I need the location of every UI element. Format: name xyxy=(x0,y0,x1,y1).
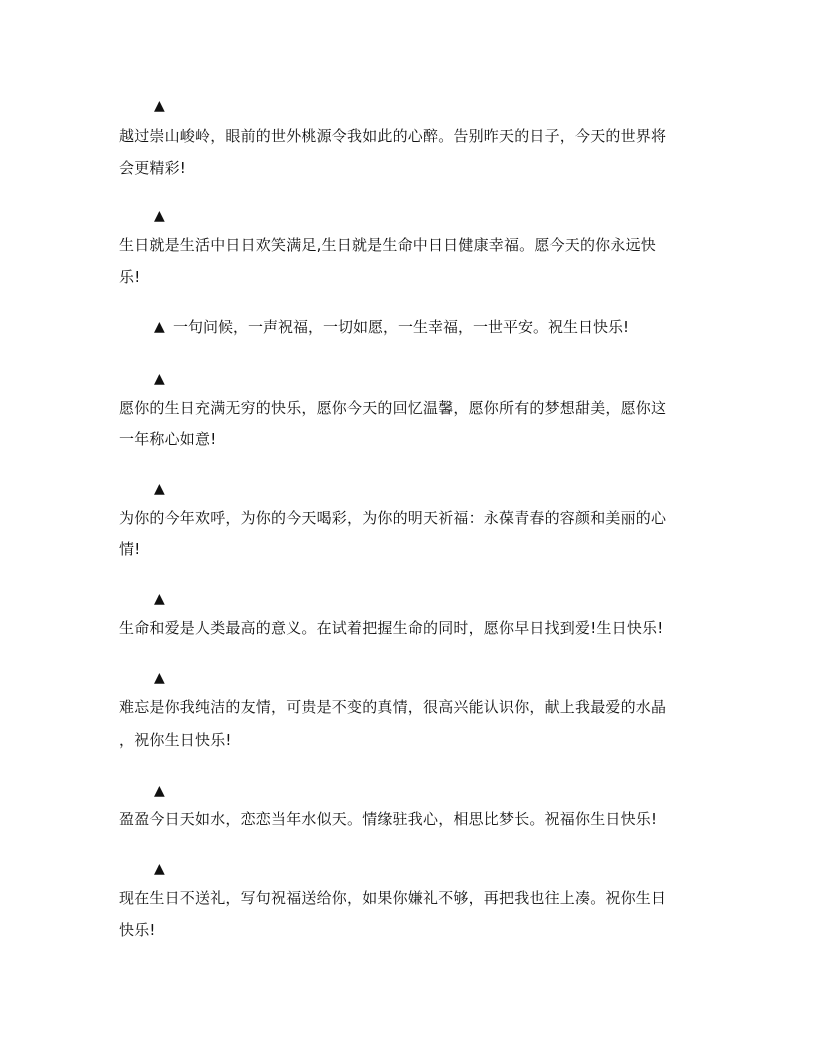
bullet-marker: ▲ xyxy=(154,861,165,877)
bullet-marker: ▲ xyxy=(154,98,165,114)
bullet-marker: ▲ xyxy=(154,670,165,686)
paragraph-line: 难忘是你我纯洁的友情，可贵是不变的真情，很高兴能认识你，献上我最爱的水晶 xyxy=(119,698,667,716)
bullet-marker: ▲ xyxy=(154,481,165,497)
paragraph-line: 为你的今年欢呼，为你的今天喝彩，为你的明天祈福：永葆青春的容颜和美丽的心 xyxy=(119,509,667,527)
paragraph-line: 生命和爱是人类最高的意义。在试着把握生命的同时，愿你早日找到爱!生日快乐! xyxy=(119,619,664,637)
bullet-marker: ▲ xyxy=(154,783,165,799)
paragraph-line: 一句问候，一声祝福，一切如愿，一生幸福，一世平安。祝生日快乐! xyxy=(173,318,630,336)
paragraph-line: 现在生日不送礼，写句祝福送给你，如果你嫌礼不够，再把我也往上凑。祝你生日 xyxy=(119,889,667,907)
bullet-marker: ▲ xyxy=(154,591,165,607)
bullet-marker: ▲ xyxy=(154,319,165,335)
paragraph-line: 一年称心如意! xyxy=(119,430,217,448)
paragraph-line: 会更精彩! xyxy=(119,159,187,177)
paragraph-line: 越过崇山峻岭，眼前的世外桃源令我如此的心醉。告别昨天的日子，今天的世界将 xyxy=(119,127,667,145)
paragraph-line: 生日就是生活中日日欢笑满足,生日就是生命中日日健康幸福。愿今天的你永远快 xyxy=(119,236,656,254)
paragraph-line: 快乐! xyxy=(119,921,156,939)
bullet-marker: ▲ xyxy=(154,371,165,387)
paragraph-line: 盈盈今日天如水，恋恋当年水似天。情缘驻我心，相思比梦长。祝福你生日快乐! xyxy=(119,810,658,828)
paragraph-line: 乐! xyxy=(119,268,141,286)
bullet-marker: ▲ xyxy=(154,208,165,224)
paragraph-line: ，祝你生日快乐! xyxy=(119,731,232,749)
paragraph-line: 情! xyxy=(119,540,141,558)
paragraph-line: 愿你的生日充满无穷的快乐，愿你今天的回忆温馨，愿你所有的梦想甜美，愿你这 xyxy=(119,399,667,417)
